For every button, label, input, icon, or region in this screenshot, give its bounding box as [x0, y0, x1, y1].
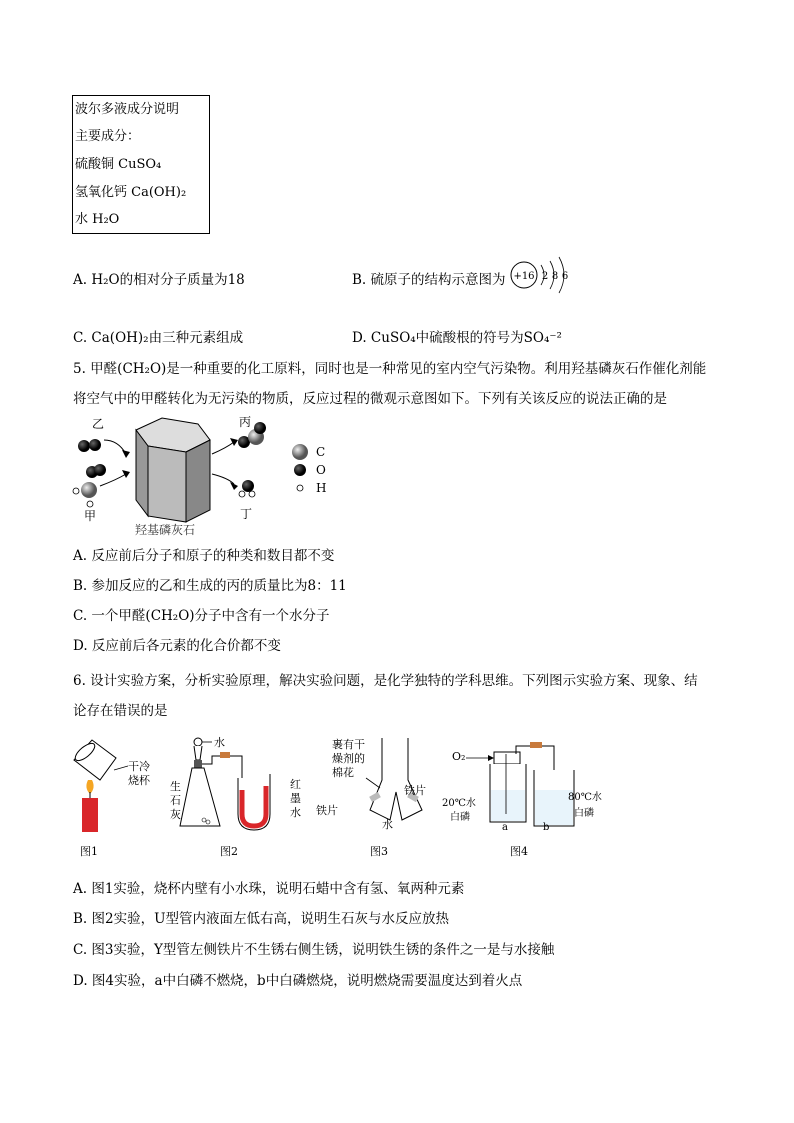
- fig2-lime-3: 灰: [170, 808, 181, 821]
- fig3-caption: 图3: [370, 845, 388, 858]
- fig3-cotton-1: 裹有干: [332, 738, 365, 751]
- fig4-b: b: [543, 822, 550, 833]
- fig1-caption: 图1: [80, 845, 98, 858]
- q5-option-c: C. 一个甲醛(CH₂O)分子中含有一个水分子: [73, 608, 330, 624]
- box-main: 主要成分：: [75, 129, 141, 144]
- fig4-o2-label: O₂: [452, 750, 466, 763]
- fig2-lime-1: 生: [170, 780, 181, 793]
- fig2-ink-1: 红: [290, 778, 301, 791]
- q5-reaction-diagram: [70, 412, 360, 537]
- q6-stem-line2: 论存在错误的是: [73, 703, 168, 719]
- legend-o: O: [316, 463, 326, 477]
- fig3-water: 水: [382, 818, 393, 831]
- q6-option-a: A. 图1实验，烧杯内壁有小水珠，说明石蜡中含有氢、氧两种元素: [73, 881, 465, 897]
- fig3-cotton-2: 燥剂的: [332, 752, 365, 765]
- ingredient-box: [72, 95, 210, 234]
- q4-option-b: B. 硫原子的结构示意图为: [352, 272, 506, 288]
- label-bing: 丙: [239, 415, 252, 429]
- fig3-iron-left: 铁片: [316, 804, 338, 817]
- fig2-flask-utube: [170, 735, 301, 858]
- fig3-ytube: [316, 737, 426, 858]
- q6-option-c: C. 图3实验，Y型管左侧铁片不生锈右侧生锈，说明铁生锈的条件之一是与水接触: [73, 942, 555, 958]
- fig4-left-p: 白磷: [450, 812, 470, 823]
- box-title: 波尔多液成分说明: [75, 102, 180, 117]
- label-yi: 乙: [92, 417, 105, 431]
- fig4-left-water: 20℃水: [442, 798, 476, 809]
- atom-shell-1: 2: [541, 271, 549, 282]
- fig1-label-1: 干冷: [128, 760, 150, 773]
- fig2-lime-2: 石: [170, 794, 181, 807]
- fig1-candle-beaker: [73, 740, 151, 858]
- fig4-phosphorus: [442, 742, 602, 858]
- fig3-iron-right: 铁片: [404, 784, 426, 797]
- label-catalyst: 羟基磷灰石: [135, 523, 196, 537]
- fig4-right-p: 白磷: [574, 808, 594, 819]
- q5-stem-line2: 将空气中的甲醛转化为无污染的物质，反应过程的微观示意图如下。下列有关该反应的说法正确的是: [73, 391, 667, 407]
- fig1-label-2: 烧杯: [128, 774, 150, 787]
- fig2-water-label: 水: [214, 736, 225, 749]
- q5-option-b: B. 参加反应的乙和生成的丙的质量比为8：11: [73, 578, 347, 594]
- q6-experiment-figures: [70, 730, 630, 862]
- q5-stem-line1: 5. 甲醛(CH₂O)是一种重要的化工原料，同时也是一种常见的室内空气污染物。利用羟基磷灰石作催化剂能: [73, 361, 707, 377]
- legend-h: H: [316, 481, 327, 495]
- legend-c: C: [316, 445, 326, 459]
- label-ding: 丁: [240, 507, 253, 521]
- fig2-caption: 图2: [220, 845, 238, 858]
- q5-option-a: A. 反应前后分子和原子的种类和数目都不变: [73, 548, 335, 564]
- atom-nucleus-label: +16: [513, 271, 535, 282]
- q6-stem-line1: 6. 设计实验方案，分析实验原理，解决实验问题，是化学独特的学科思维。下列图示实验方案、现象、结: [73, 673, 698, 689]
- fig4-right-water: 80℃水: [568, 792, 602, 803]
- q4-option-a: A. H₂O的相对分子质量为18: [73, 272, 245, 288]
- fig2-ink-2: 墨: [290, 792, 301, 805]
- fig2-ink-3: 水: [290, 806, 301, 819]
- q4-option-c: C. Ca(OH)₂由三种元素组成: [73, 330, 244, 346]
- box-item-cuso4: 硫酸铜 CuSO₄: [75, 157, 162, 172]
- fig4-caption: 图4: [510, 845, 528, 858]
- box-item-caoh2: 氢氧化钙 Ca(OH)₂: [75, 185, 187, 200]
- q4-option-d: D. CuSO₄中硫酸根的符号为SO₄⁻²: [352, 330, 562, 346]
- q6-option-d: D. 图4实验，a中白磷不燃烧，b中白磷燃烧，说明燃烧需要温度达到着火点: [73, 973, 523, 989]
- atom-shell-3: 6: [561, 271, 569, 282]
- sulfur-atom-diagram: [507, 255, 577, 297]
- box-item-h2o: 水 H₂O: [75, 212, 120, 227]
- q5-option-d: D. 反应前后各元素的化合价都不变: [73, 638, 281, 654]
- label-jia: 甲: [84, 509, 97, 523]
- fig3-cotton-3: 棉花: [332, 766, 354, 779]
- fig4-a: a: [502, 822, 508, 833]
- atom-shell-2: 8: [551, 271, 559, 282]
- q6-option-b: B. 图2实验，U型管内液面左低右高，说明生石灰与水反应放热: [73, 911, 449, 927]
